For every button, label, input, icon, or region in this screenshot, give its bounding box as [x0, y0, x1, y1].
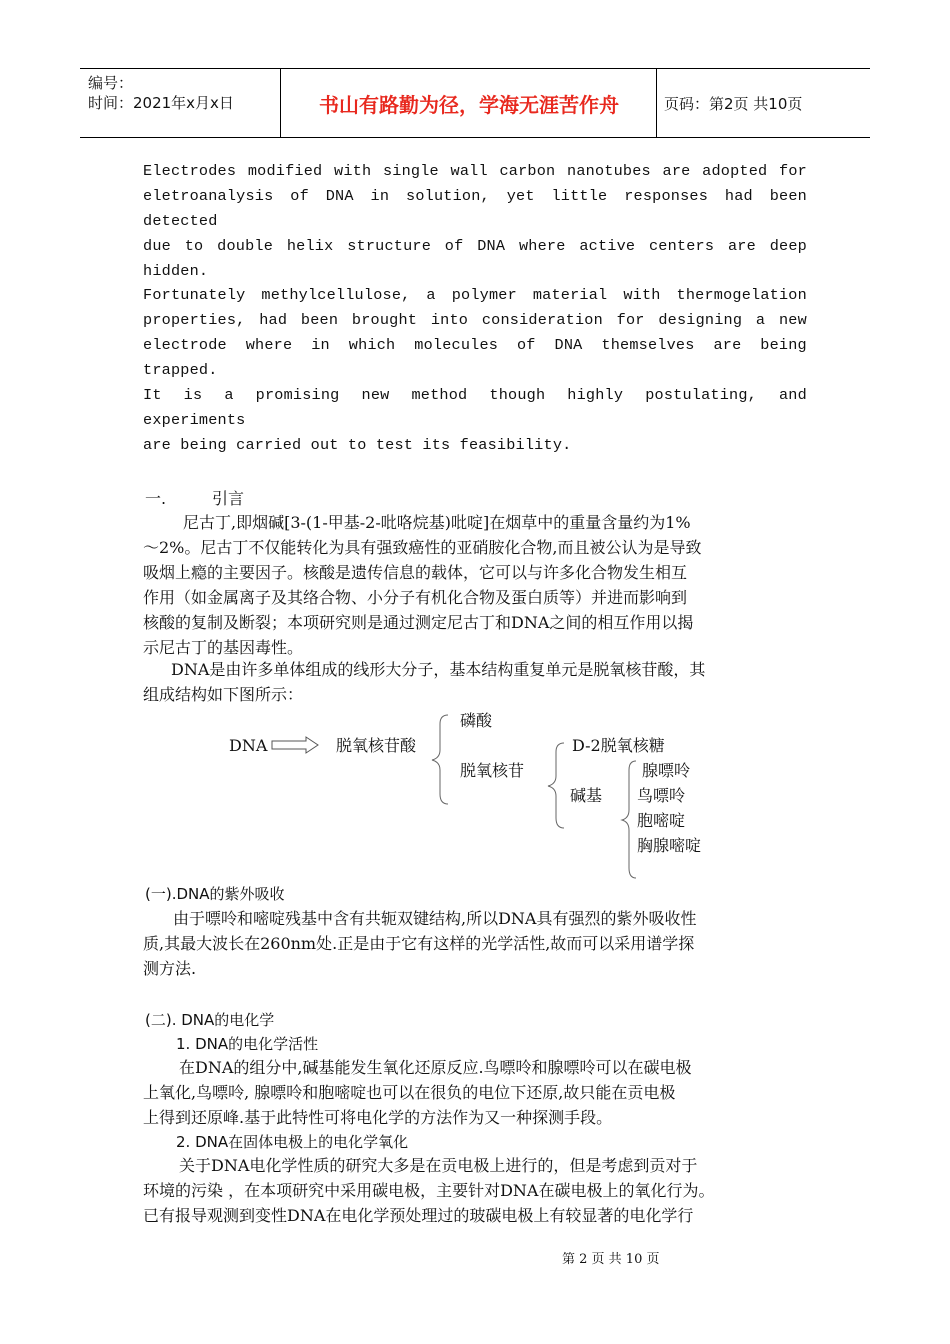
header-motto: 书山有路勤为径，学海无涯苦作舟 [319, 92, 619, 117]
subsection-title-electrochem: (二). DNA的电化学 [145, 1011, 275, 1029]
uv-paragraph [143, 906, 807, 981]
brace-icon [428, 712, 452, 808]
header-divider [280, 69, 281, 137]
paragraph-line: 吸烟上瘾的主要因子。核酸是遗传信息的载体，它可以与许多化合物发生相互 [143, 563, 688, 582]
subsection-title-uv: (一).DNA的紫外吸收 [145, 885, 285, 903]
header-meta [88, 73, 234, 113]
paragraph-line: 示尼古丁的基因毒性。 [143, 638, 304, 657]
diagram-adenine: 腺嘌呤 [642, 761, 691, 780]
paragraph-line: 由于嘌呤和嘧啶残基中含有共轭双键结构,所以DNA具有强烈的紫外吸收性 [173, 909, 697, 928]
paragraph-line: ～2%。尼古丁不仅能转化为具有强致癌性的亚硝胺化合物,而且被公认为是导致 [143, 538, 702, 557]
abstract-line: hidden. [143, 261, 209, 280]
item-title-activity: 1. DNA的电化学活性 [176, 1035, 319, 1053]
header-divider [656, 69, 657, 137]
abstract-line: It is a promising new method though highly postulating, and [143, 386, 807, 405]
paragraph-line: 质,其最大波长在260nm处.正是由于它有这样的光学活性,故而可以采用谱学探 [143, 934, 695, 953]
arrow-right-icon [270, 736, 320, 754]
section-title: 引言 [212, 489, 245, 508]
abstract-line: properties, had been brought into consideration for designing a new [143, 311, 807, 330]
abstract [143, 159, 807, 458]
paragraph-line: 尼古丁,即烟碱[3-(1-甲基-2-吡咯烷基)吡啶]在烟草中的重量含量约为1% [183, 513, 691, 532]
structure-paragraph [143, 657, 807, 707]
diagram-cytosine: 胞嘧啶 [637, 811, 686, 830]
diagram-base: 碱基 [570, 786, 603, 805]
abstract-line: Fortunately methylcellulose, a polymer material with thermogelation [143, 286, 807, 305]
abstract-line: experiments [143, 410, 246, 429]
paragraph-line: DNA是由许多单体组成的线形大分子，基本结构重复单元是脱氧核苷酸，其 [171, 660, 706, 679]
brace-icon [544, 740, 568, 832]
section-number: 一. [145, 489, 167, 508]
paragraph-line: 在DNA的组分中,碱基能发生氧化还原反应.鸟嘌呤和腺嘌呤可以在碳电极 [179, 1058, 692, 1077]
number-label: 编号： [88, 74, 134, 92]
oxidation-paragraph [143, 1153, 823, 1228]
date-label: 时间：2021年x月x日 [88, 94, 234, 112]
item-title-oxidation: 2. DNA在固体电极上的电化学氧化 [176, 1133, 409, 1151]
paragraph-line: 环境的污染 ，在本项研究中采用碳电极，主要针对DNA在碳电极上的氧化行为。 [143, 1181, 715, 1200]
header-page-code: 页码：第2页 共10页 [664, 95, 803, 113]
paragraph-line: 关于DNA电化学性质的研究大多是在贡电极上进行的，但是考虑到贡对于 [179, 1156, 698, 1175]
abstract-line: eletroanalysis of DNA in solution, yet little responses had been [143, 186, 807, 205]
diagram-dna: DNA [229, 736, 268, 755]
paragraph-line: 核酸的复制及断裂；本项研究则是通过测定尼古丁和DNA之间的相互作用以揭 [143, 613, 694, 632]
abstract-line: trapped. [143, 361, 218, 380]
diagram-thymine: 胸腺嘧啶 [637, 836, 702, 855]
paragraph-line: 上氧化,鸟嘌呤, 腺嘌呤和胞嘧啶也可以在很负的电位下还原,故只能在贡电极 [143, 1083, 676, 1102]
intro-paragraph [143, 510, 807, 660]
activity-paragraph [143, 1055, 807, 1130]
abstract-line: due to double helix structure of DNA where active centers are deep [143, 236, 807, 255]
abstract-line: are being carried out to test its feasibility. [143, 435, 572, 454]
abstract-line: Electrodes modified with single wall carbon nanotubes are adopted for [143, 162, 807, 180]
diagram-phosphate: 磷酸 [460, 711, 493, 730]
abstract-line: electrode where in which molecules of DNA themselves are being [143, 336, 807, 355]
page-footer: 第 2 页 共 10 页 [562, 1252, 660, 1267]
paragraph-line: 测方法. [143, 959, 197, 978]
diagram-deoxynucleotide: 脱氧核苷酸 [336, 736, 417, 755]
abstract-line: detected [143, 211, 218, 230]
diagram-deoxynucleoside: 脱氧核苷 [460, 761, 525, 780]
diagram-deoxyribose: D-2脱氧核糖 [572, 736, 665, 755]
paragraph-line: 作用（如金属离子及其络合物、小分子有机化合物及蛋白质等）并进而影响到 [143, 588, 688, 607]
page-header [80, 68, 870, 138]
paragraph-line: 组成结构如下图所示： [143, 685, 304, 704]
paragraph-line: 已有报导观测到变性DNA在电化学预处理过的玻碳电极上有较显著的电化学行 [143, 1206, 694, 1225]
diagram-guanine: 鸟嘌呤 [637, 786, 686, 805]
paragraph-line: 上得到还原峰.基于此特性可将电化学的方法作为又一种探测手段。 [143, 1108, 613, 1127]
